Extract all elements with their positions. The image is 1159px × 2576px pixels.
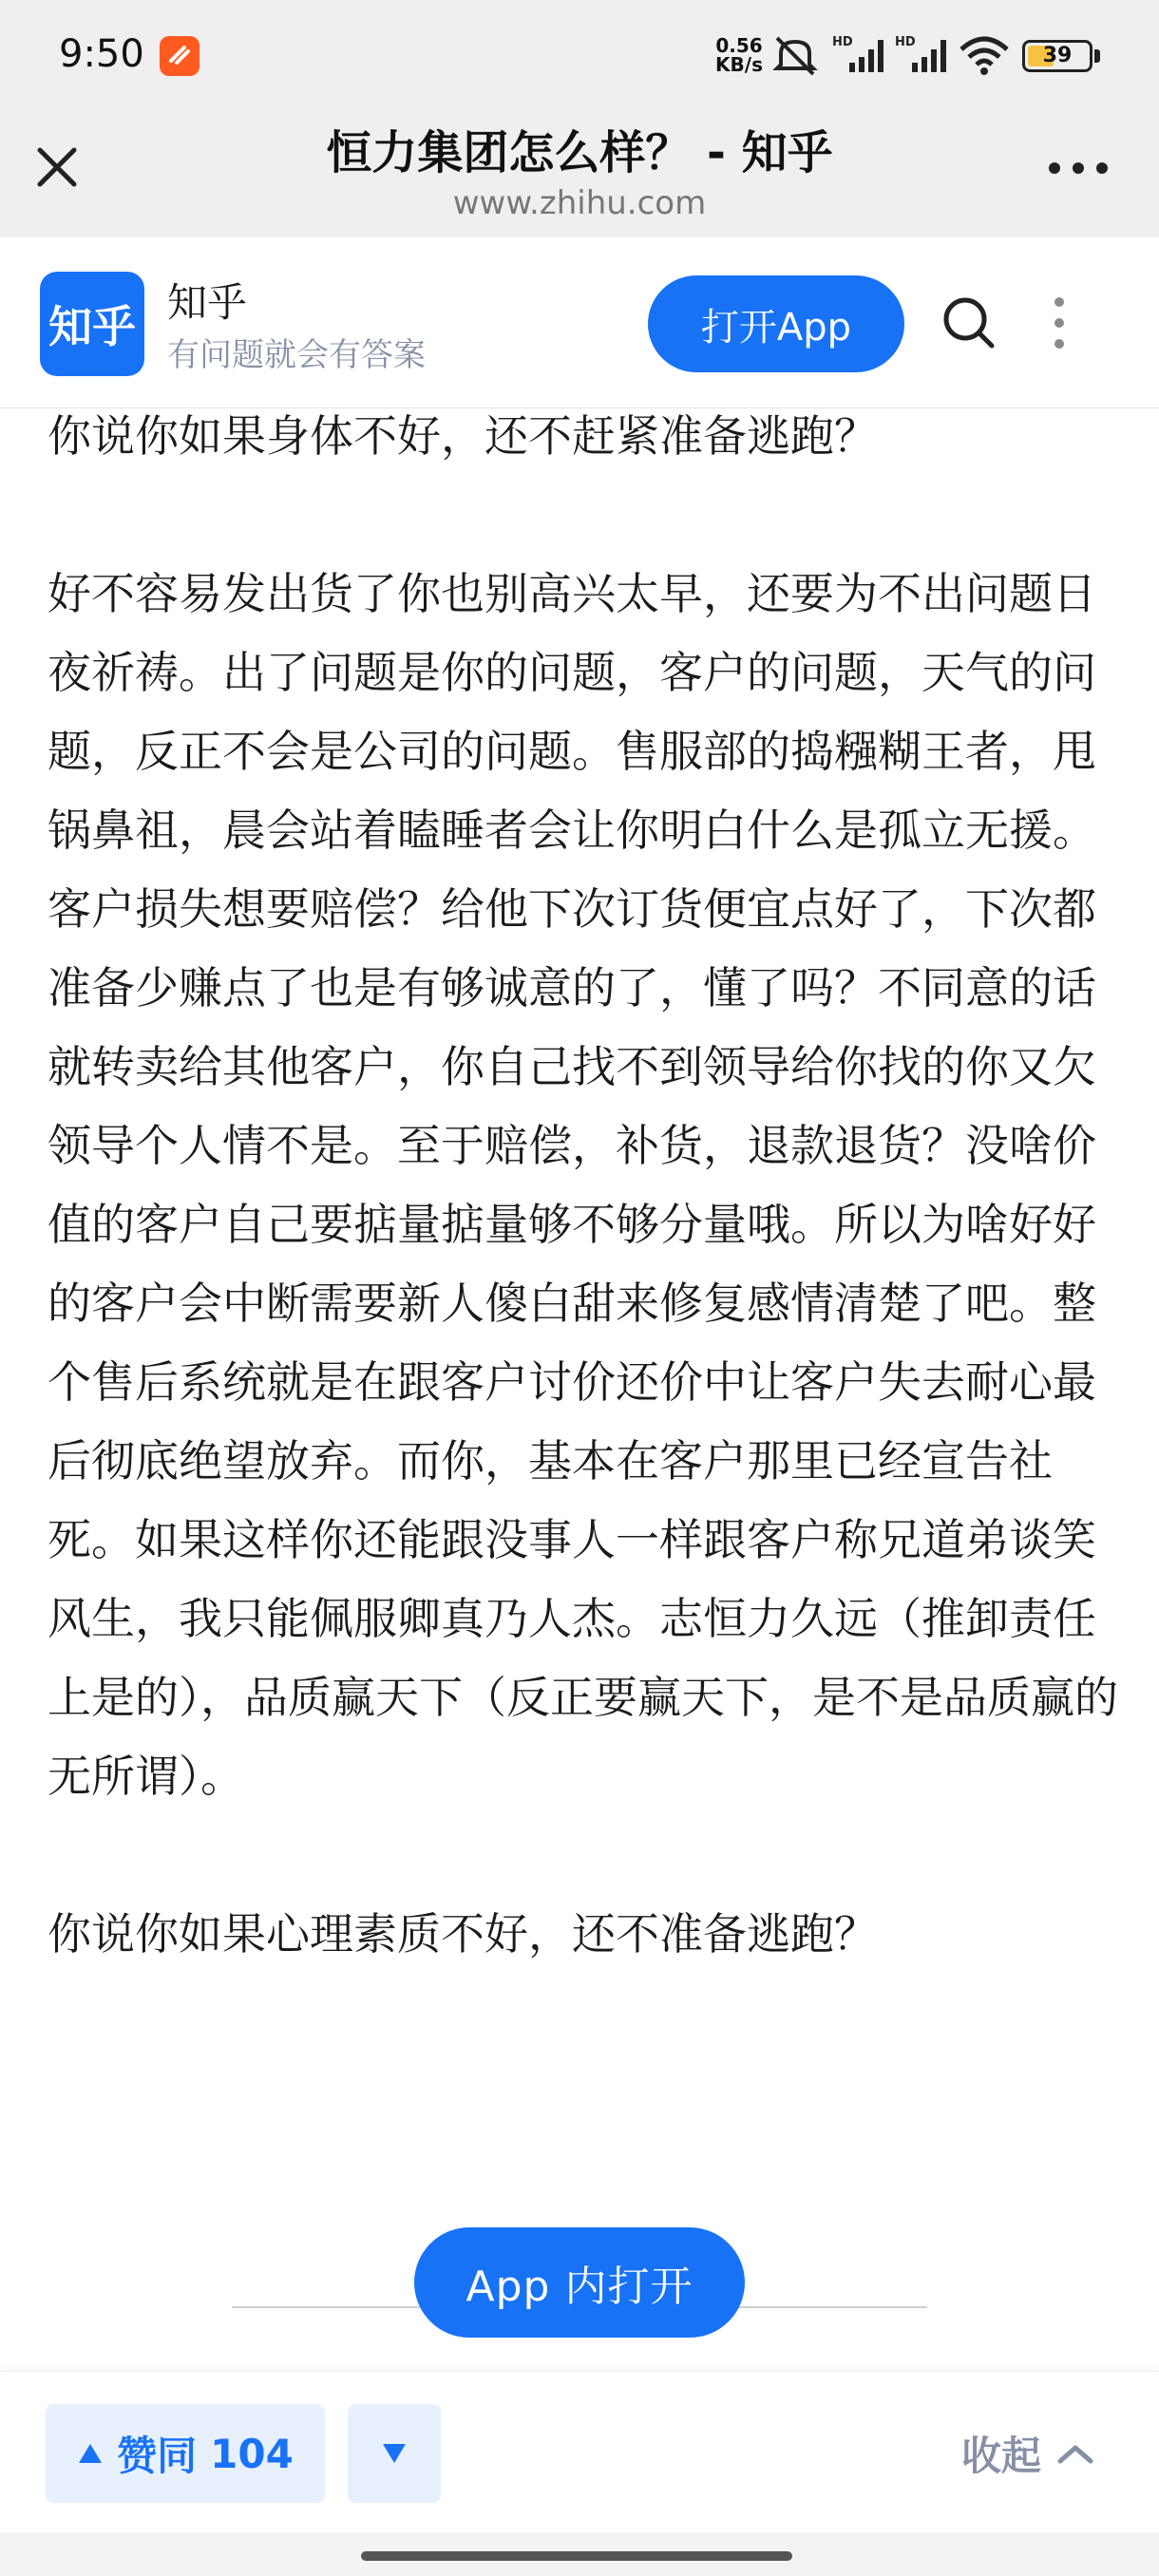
mute-icon [771, 34, 819, 82]
vote-up-label: 赞同 [117, 2433, 198, 2479]
status-time: 9:50 [59, 32, 144, 76]
paragraph: 你说你如果身体不好，还不赶紧准备逃跑？ [48, 410, 878, 462]
chevron-up-icon [1056, 2442, 1094, 2465]
app-slogan: 有问题就会有答案 [167, 336, 426, 374]
vote-count: 104 [210, 2430, 294, 2477]
collapse-button[interactable] [961, 2425, 1094, 2482]
network-speed [712, 36, 766, 74]
svg-text:HD: HD [895, 35, 916, 49]
home-indicator[interactable] [361, 2551, 792, 2561]
signal-icon-2 [895, 34, 950, 80]
paragraph: 你说你如果心理素质不好，还不准备逃跑？ [48, 1908, 878, 1960]
paragraph-gap [48, 1816, 1121, 1895]
kebab-icon [1045, 296, 1074, 350]
paragraph-gap [48, 476, 1121, 555]
triangle-up-icon [77, 2442, 104, 2465]
triangle-down-icon [381, 2442, 408, 2465]
open-app-button[interactable]: 打开App [648, 275, 904, 372]
battery-icon [1022, 40, 1092, 72]
paragraph: 好不容易发出货了你也别高兴太早，还要为不出问题日夜祈祷。出了问题是你的问题，客户的问题，天气的问题，反正不会是公司的问题。售服部的捣糨糊王者，甩锅鼻祖，晨会站着瞌睡者会让你明白什么是孤立无援。客户损失想要赔偿？给他下次订货便宜点好了，下次都准备少赚点了也是有够诚意的了，懂了吗？不同意的话就转卖给其他客户，你自己找不到领导给你找的你又欠领导个人情不是。至于赔偿，补货，退款退货？没啥价值的客户自己要掂量掂量够不够分量哦。所以为啥好好的客户会中断需要新人傻白甜来修复感情清楚了吧。整个售后系统就是在跟客户讨价还价中让客户失去耐心最后彻底绝望放弃。而你，基本在客户那里已经宣告社死。如果这样你还能跟没事人一样跟客户称兄道弟谈笑风生，我只能佩服卿真乃人杰。志恒力久远（推卸责任上是的），品质赢天下（反正要赢天下，是不是品质赢的无所谓）。 [48, 568, 1118, 1802]
menu-button[interactable] [1045, 296, 1074, 350]
vote-down-button[interactable] [348, 2404, 441, 2503]
vote-up-button[interactable] [46, 2404, 325, 2503]
open-in-app-button[interactable]: App 内打开 [414, 2227, 745, 2338]
network-speed-value: 0.56 [715, 34, 763, 57]
collapse-label: 收起 [961, 2433, 1042, 2479]
bottom-action-bar [0, 2371, 1159, 2532]
notification-app-icon [160, 36, 200, 76]
search-icon [940, 294, 998, 351]
wifi-icon [958, 34, 1011, 80]
page-url: www.zhihu.com [452, 184, 707, 222]
browser-header [0, 112, 1159, 237]
zhihu-logo: 知乎 [40, 272, 144, 376]
status-bar [0, 0, 1159, 112]
app-banner [0, 237, 1159, 408]
more-options-button[interactable] [1045, 154, 1112, 182]
search-button[interactable] [940, 294, 998, 351]
app-name: 知乎 [167, 279, 248, 326]
network-speed-unit: KB/s [715, 53, 763, 76]
battery-level: 39 [1042, 44, 1073, 67]
page-title: 恒力集团怎么样？ - 知乎 [326, 126, 833, 180]
answer-content [48, 397, 1121, 1974]
signal-icon [832, 34, 887, 80]
more-icon [1045, 154, 1112, 182]
svg-text:HD: HD [832, 35, 853, 49]
battery-cap [1094, 49, 1100, 63]
